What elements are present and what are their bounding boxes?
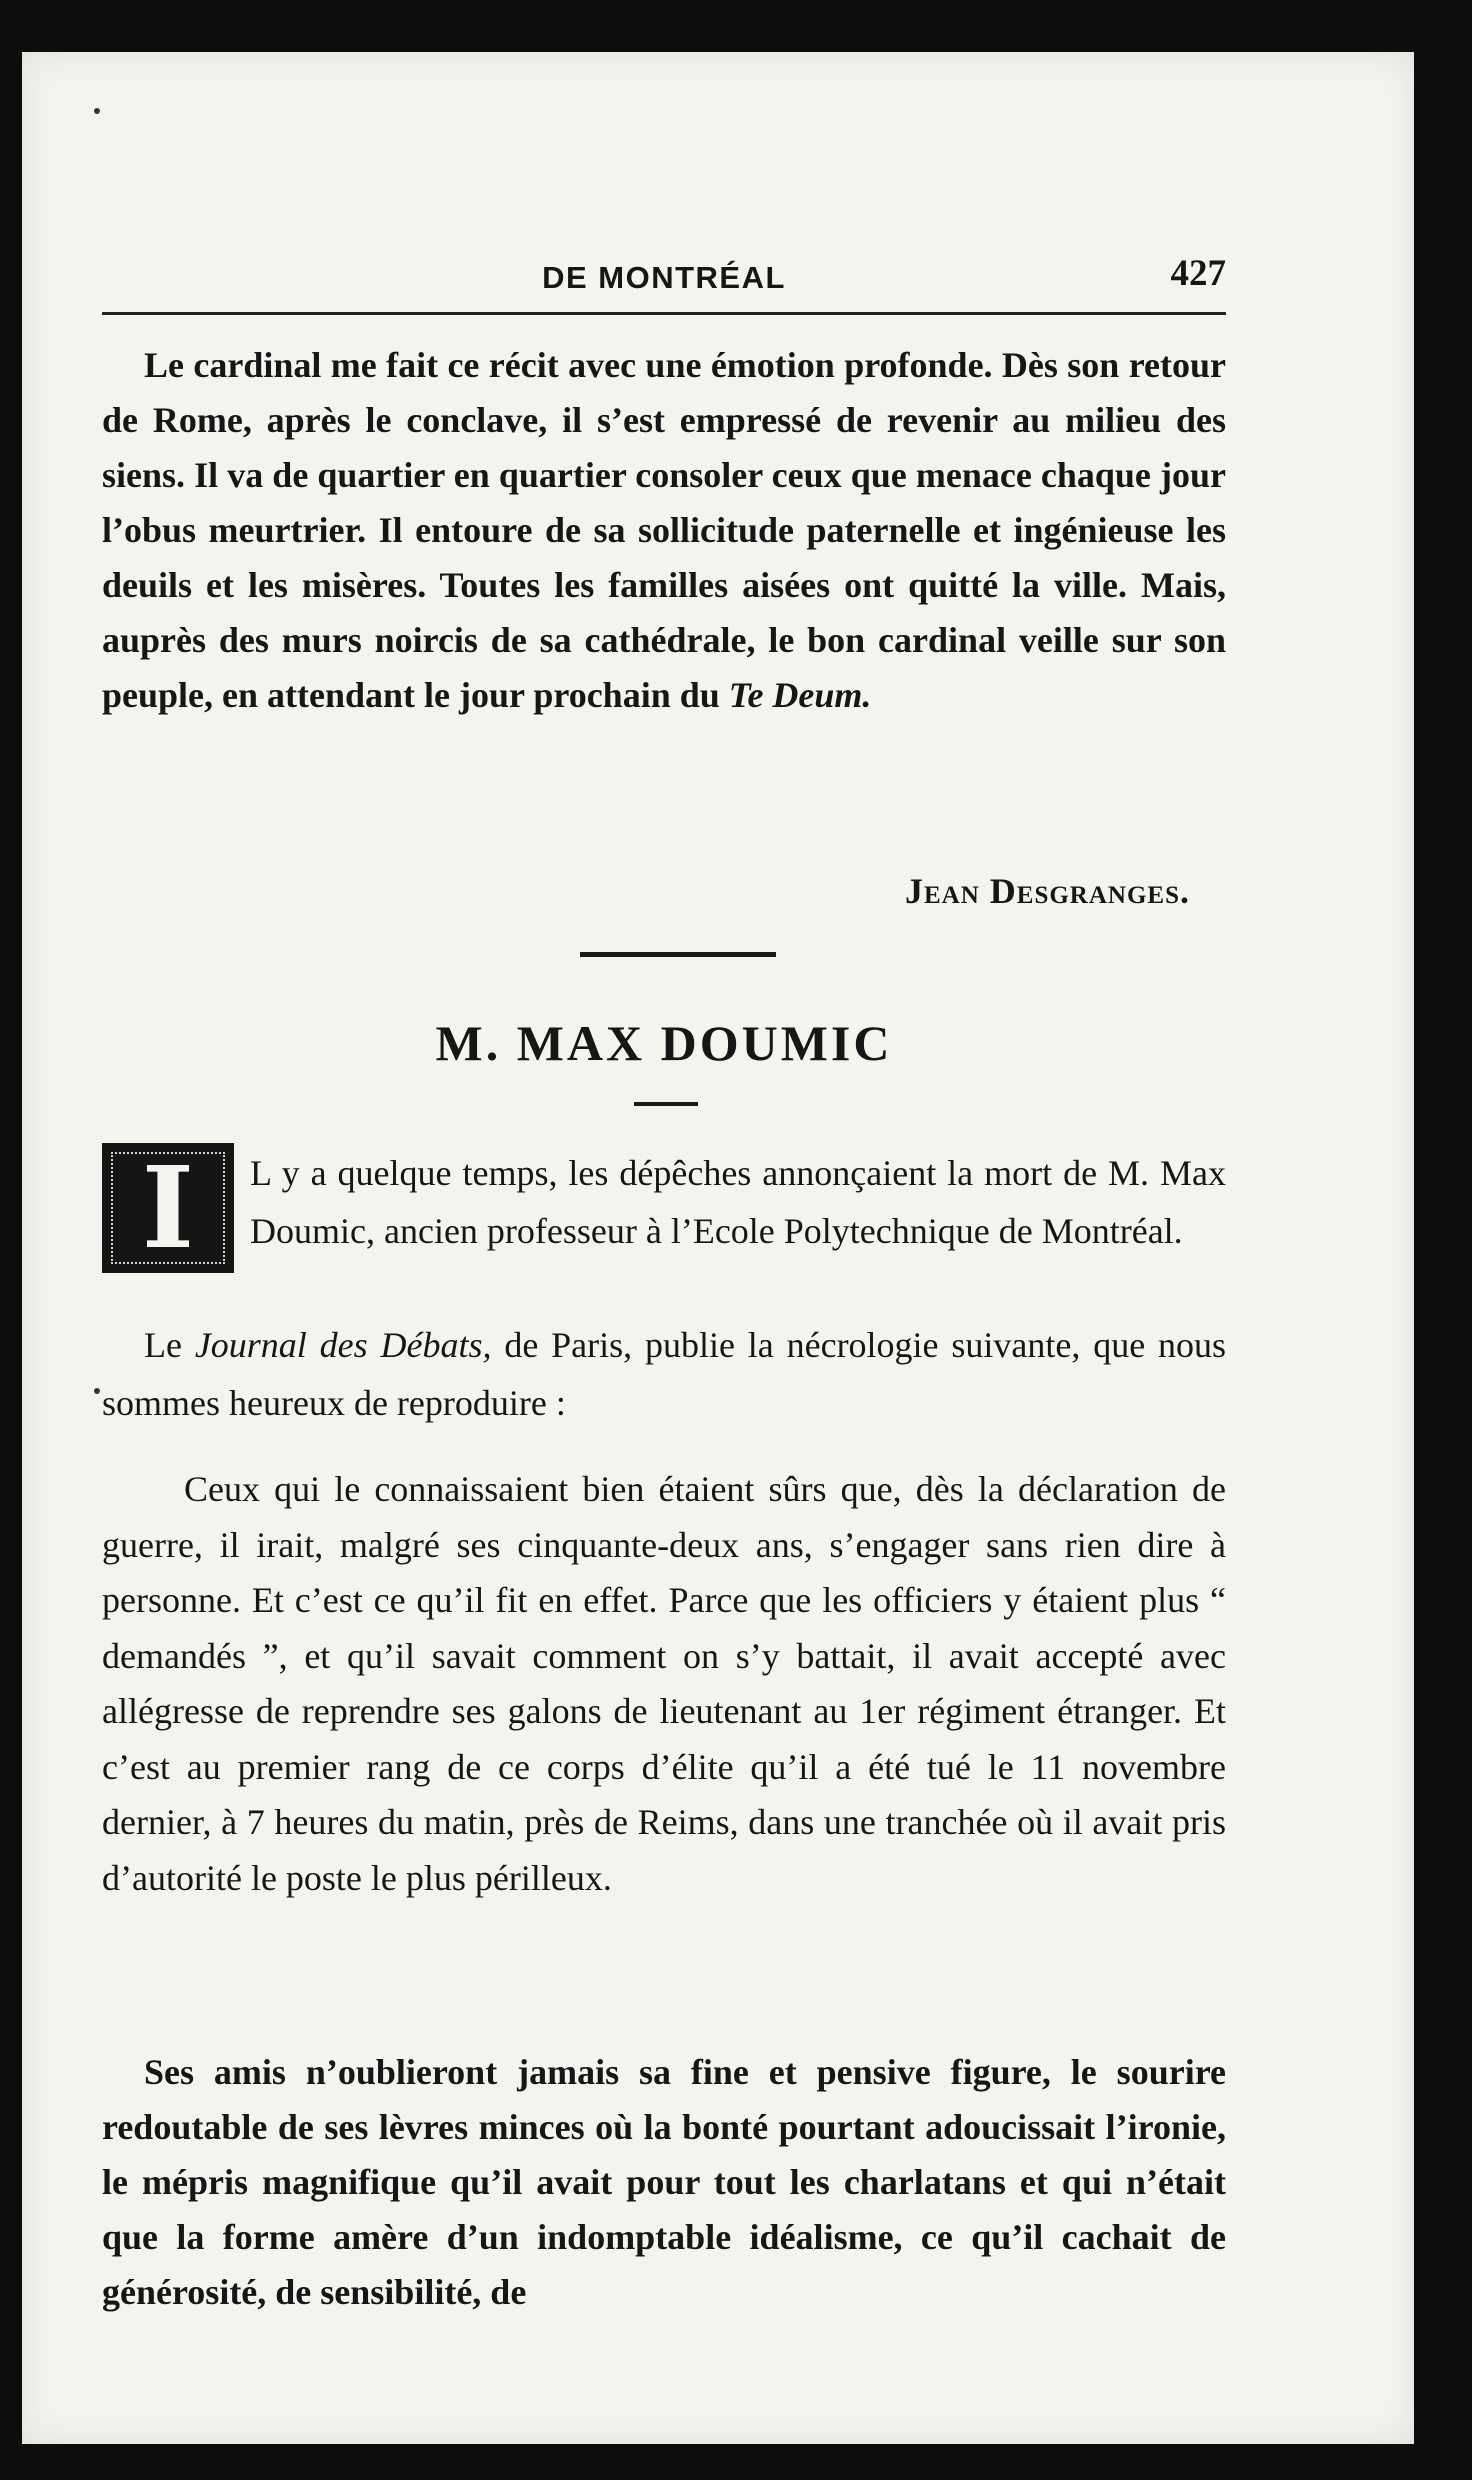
intro-paragraph	[250, 1144, 1226, 1260]
book-page	[22, 52, 1414, 2444]
page-number: 427	[1170, 253, 1226, 294]
quote-text: Ceux qui le connaissaient bien étaient sûrs que, dès la déclaration de guerre, il irait, malgré ses cinquante-deux ans, s’engager sans rien dire à personne. Et c’est ce qu’il fit en effet. Parce que les officiers y étaient plus “ demandés ”, et qu’il savait comment on s’y battait, il avait accepté avec allégresse de reprendre ses galons de lieutenant au 1er régiment étranger. Et c’est au premier rang de ce corps d’élite qu’il a été tué le 11 novembre dernier, à 7 heures du matin, près de Reims, dans une tranchée où il avait pris d’autorité le poste le plus périlleux.	[102, 1469, 1226, 1898]
author-signature: Jean Desgranges.	[905, 871, 1190, 911]
closing-text: Ses amis n’oublieront jamais sa fine et pensive figure, le sourire redoutable de ses lèvres minces où la bonté pourtant adoucissait l’ironie, le mépris magnifique qu’il avait pour tout les charlatans et qui n’était que la forme amère d’un indomptable idéalisme, ce qu’il cachait de générosité, de sensibilité, de	[102, 2052, 1226, 2312]
running-head	[102, 252, 1226, 315]
source-prefix: Le	[144, 1325, 182, 1365]
closing-paragraph	[102, 2045, 1226, 2320]
print-speck	[94, 1388, 100, 1394]
article-heading: M. MAX DOUMIC	[435, 1015, 893, 1071]
heading-rule	[634, 1102, 698, 1106]
quoted-obituary	[102, 1462, 1226, 1906]
print-speck	[94, 108, 100, 114]
drop-cap-letter: I	[141, 1143, 195, 1274]
paragraph-text: Le cardinal me fait ce récit avec une émotion profonde. Dès son retour de Rome, après le conclave, il s’est empressé de revenir au milieu des siens. Il va de quartier en quartier consoler ceux que menace chaque jour l’obus meurtrier. Il entoure de sa sollicitude paternelle et ingénieuse les deuils et les misères. Toutes les familles aisées ont quitté la ville. Mais, auprès des murs noircis de sa cathédrale, le bon cardinal veille sur son peuple, en attendant le jour prochain du	[102, 345, 1226, 715]
intro-text: L y a quelque temps, les dépêches annonçaient la mort de M. Max Doumic, ancien professeur à l’Ecole Polytechnique de Montréal.	[250, 1153, 1226, 1251]
source-suffix: de Paris, publie la nécrologie suivante, que nous sommes heureux de reproduire :	[102, 1325, 1227, 1423]
source-title: Journal des Débats,	[194, 1325, 492, 1365]
source-paragraph	[102, 1316, 1226, 1432]
running-title: DE MONTRÉAL	[542, 260, 786, 295]
ornamental-drop-cap	[102, 1143, 234, 1273]
section-divider	[580, 952, 776, 957]
paragraph-italic: Te Deum.	[728, 675, 872, 715]
article-1-paragraph	[102, 338, 1226, 723]
